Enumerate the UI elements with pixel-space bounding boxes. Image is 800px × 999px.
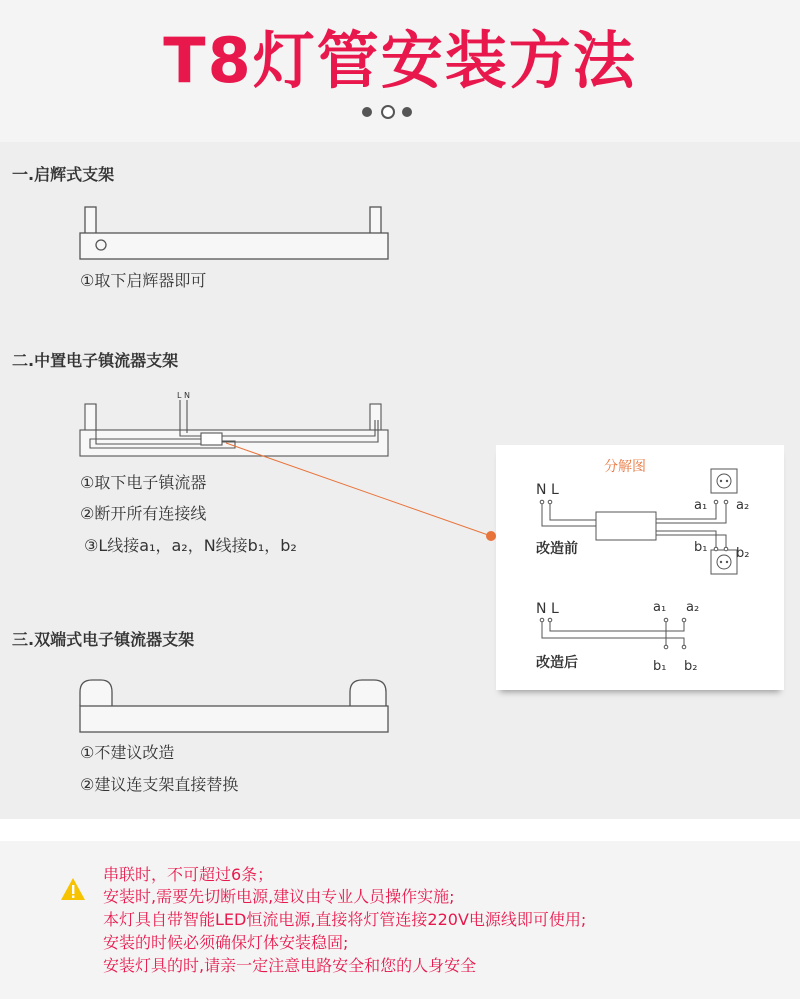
step-text: ①取下启辉器即可 <box>80 271 207 290</box>
step-text: ①取下电子镇流器 <box>80 473 207 492</box>
terminal-b2-label: b₂ <box>684 659 698 674</box>
terminal-b2-label: b₂ <box>736 546 750 561</box>
terminal-l-label: L <box>551 601 559 617</box>
starter-fixture-diagram <box>80 207 388 259</box>
wiring-diagram <box>496 445 784 690</box>
step-text: ②建议连支架直接替换 <box>80 775 239 794</box>
warning-line: 安装灯具的时,请亲一定注意电路安全和您的人身安全 <box>103 956 477 975</box>
warning-line: 本灯具自带智能LED恒流电源,直接将灯管连接220V电源线即可使用; <box>103 910 587 929</box>
terminal-l-label: L <box>551 482 559 498</box>
center-ballast-fixture-diagram <box>80 400 388 456</box>
section-title-starter: 一.启辉式支架 <box>12 165 115 184</box>
footer <box>0 819 800 999</box>
terminal-a2-label: a₂ <box>736 498 750 513</box>
terminal-a1-label: a₁ <box>694 498 708 513</box>
terminal-a1-label: a₁ <box>653 600 667 615</box>
step-text: ②断开所有连接线 <box>80 504 207 523</box>
page-title: T8灯管安装方法 <box>163 24 637 97</box>
wire-label-ln: L N <box>177 391 190 400</box>
warning-line: 串联时，不可超过6条； <box>103 865 274 884</box>
terminal-n-label: N <box>536 482 547 498</box>
warning-icon <box>60 877 86 901</box>
terminal-a2-label: a₂ <box>686 600 700 615</box>
terminal-b1-label: b₁ <box>694 540 708 555</box>
leader-dot <box>486 531 496 541</box>
section-title-double-ended: 三.双端式电子镇流器支架 <box>12 630 195 649</box>
warning-card <box>0 841 800 999</box>
double-ended-fixture-diagram <box>80 680 388 732</box>
terminal-b1-label: b₁ <box>653 659 667 674</box>
terminal-n-label: N <box>536 601 547 617</box>
step-text: ③L线接a₁，a₂，N线接b₁，b₂ <box>84 536 297 555</box>
step-text: ①不建议改造 <box>80 743 175 762</box>
warning-line: 安装时,需要先切断电源,建议由专业人员操作实施; <box>103 887 455 906</box>
before-label: 改造前 <box>536 541 578 557</box>
section-title-center-ballast: 二.中置电子镇流器支架 <box>12 351 179 370</box>
decomposition-panel <box>496 445 784 690</box>
decomposition-title: 分解图 <box>604 459 646 475</box>
leader-line <box>226 443 491 536</box>
after-label: 改造后 <box>536 655 578 671</box>
warning-line: 安装的时候必须确保灯体安装稳固; <box>103 933 349 952</box>
